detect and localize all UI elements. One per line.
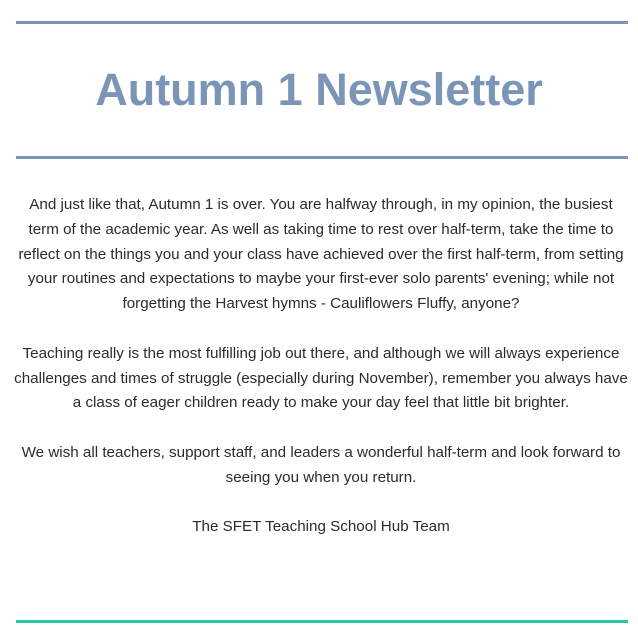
intro-paragraph: And just like that, Autumn 1 is over. You are halfway through, in my opinion, the busiest term of the academic year. As well as taking time to rest over half-term, take the time to reflect on the things you and your class have achieved over the first half-term, from setting your routines and expectations to maybe your first-ever solo parents' evening; while not forgetting the Harvest hymns - Cauliflowers Fluffy, anyone? bbox=[18, 196, 624, 313]
bottom-divider bbox=[16, 620, 628, 623]
wishes-paragraph: We wish all teachers, support staff, and leaders a wonderful half-term and look forward to seeing you when you return. bbox=[21, 443, 621, 486]
page-title: Autumn 1 Newsletter bbox=[95, 64, 543, 115]
title-divider bbox=[16, 156, 628, 159]
signature: The SFET Teaching School Hub Team bbox=[192, 518, 450, 536]
top-divider bbox=[16, 21, 628, 24]
newsletter-body bbox=[14, 193, 628, 565]
teaching-paragraph: Teaching really is the most fulfilling job out there, and although we will always experience challenges and times of struggle (especially during November), remember you always have a class of eager children ready to make your day feel that little bit brighter. bbox=[14, 344, 628, 412]
